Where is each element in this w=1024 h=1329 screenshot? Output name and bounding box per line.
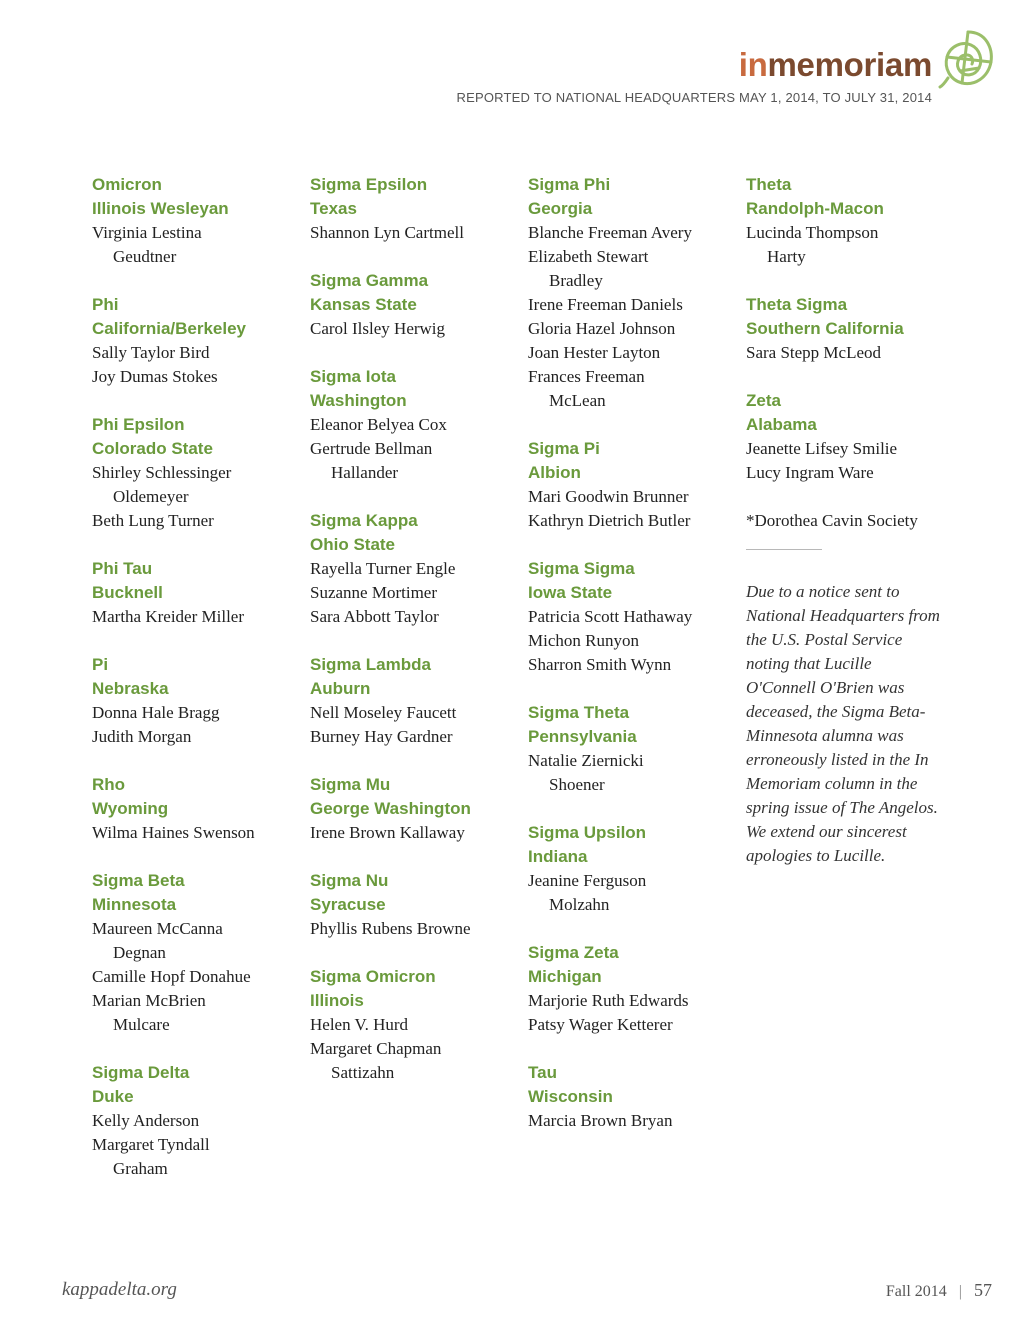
footer-separator: | [958, 1283, 962, 1300]
member-name: Shirley Schlessinger Oldemeyer [92, 463, 232, 506]
member-name: Patricia Scott Hathaway [528, 607, 693, 626]
school-name: Indiana [528, 847, 588, 866]
school-name: Michigan [528, 967, 602, 986]
chapter-group [92, 653, 302, 749]
chapter-group [92, 773, 302, 845]
school-name: Iowa State [528, 583, 613, 602]
school-name: Pennsylvania [528, 727, 637, 746]
chapter-name: Sigma Kappa [310, 511, 418, 530]
chapter-group [528, 557, 738, 677]
school-name: Wisconsin [528, 1087, 613, 1106]
chapter-name: Pi [92, 655, 109, 674]
chapter-name: Sigma Sigma [528, 559, 635, 578]
school-name: Bucknell [92, 583, 163, 602]
footer-issue [886, 1280, 992, 1301]
school-name: Colorado State [92, 439, 213, 458]
member-name: Burney Hay Gardner [310, 727, 453, 746]
school-name: Illinois [310, 991, 364, 1010]
member-name: Suzanne Mortimer [310, 583, 437, 602]
society-footnote: *Dorothea Cavin Society [746, 511, 918, 530]
chapter-group [528, 821, 738, 917]
member-name: Gertrude Bellman Hallander [310, 439, 433, 482]
school-name: Southern California [746, 319, 904, 338]
school-name: Wyoming [92, 799, 169, 818]
chapter-group [746, 173, 956, 269]
member-name: Joan Hester Layton [528, 343, 661, 362]
column-1 [92, 173, 302, 1205]
member-name: Patsy Wager Ketterer [528, 1015, 673, 1034]
chapter-group [310, 173, 520, 245]
chapter-name: Sigma Iota [310, 367, 396, 386]
member-name: Irene Freeman Daniels [528, 295, 683, 314]
member-name: Wilma Haines Swenson [92, 823, 255, 842]
column-2 [310, 173, 520, 1109]
chapter-name: Rho [92, 775, 126, 794]
chapter-group [310, 365, 520, 485]
chapter-group [92, 557, 302, 629]
member-name: Helen V. Hurd [310, 1015, 409, 1034]
chapter-group [92, 173, 302, 269]
school-name: Auburn [310, 679, 371, 698]
page-header [457, 48, 932, 105]
member-name: Judith Morgan [92, 727, 192, 746]
correction-notice: Due to a notice sent to National Headquarters from the U.S. Postal Service noting that Lucille O'Connell O'Brien was deceased, the Sigma Beta-Minnesota alumna was erroneously listed in the In Memoriam column in the spring issue of The Angelos. We extend our sincerest apologies to Lucille. [746, 582, 940, 865]
school-name: Minnesota [92, 895, 177, 914]
column-4 [746, 173, 956, 868]
chapter-group [746, 389, 956, 485]
member-name: Phyllis Rubens Browne [310, 919, 471, 938]
member-name: Shannon Lyn Cartmell [310, 223, 464, 242]
member-name: Sally Taylor Bird [92, 343, 210, 362]
chapter-group [528, 941, 738, 1037]
school-name: Texas [310, 199, 357, 218]
chapter-name: Phi [92, 295, 119, 314]
member-name: Joy Dumas Stokes [92, 367, 218, 386]
school-name: California/Berkeley [92, 319, 247, 338]
member-name: Elizabeth Stewart Bradley [528, 247, 649, 290]
chapter-name: Sigma Epsilon [310, 175, 428, 194]
school-name: Georgia [528, 199, 593, 218]
chapter-name: Sigma Theta [528, 703, 630, 722]
chapter-name: Sigma Gamma [310, 271, 429, 290]
member-name: Gloria Hazel Johnson [528, 319, 676, 338]
member-name: Frances Freeman McLean [528, 367, 645, 410]
chapter-name: Theta Sigma [746, 295, 848, 314]
member-name: Kelly Anderson [92, 1111, 200, 1130]
chapter-name: Phi Epsilon [92, 415, 185, 434]
member-name: Rayella Turner Engle [310, 559, 456, 578]
page-number: 57 [974, 1280, 992, 1300]
school-name: George Washington [310, 799, 471, 818]
column-3 [528, 173, 738, 1157]
chapter-name: Zeta [746, 391, 781, 410]
chapter-group [310, 965, 520, 1085]
school-name: Illinois Wesleyan [92, 199, 229, 218]
chapter-name: Theta [746, 175, 792, 194]
school-name: Albion [528, 463, 581, 482]
member-name: Beth Lung Turner [92, 511, 214, 530]
footer-site: kappadelta.org [62, 1279, 177, 1300]
chapter-name: Sigma Zeta [528, 943, 619, 962]
member-name: Martha Kreider Miller [92, 607, 244, 626]
chapter-name: Tau [528, 1063, 557, 1082]
school-name: Syracuse [310, 895, 386, 914]
chapter-name: Sigma Pi [528, 439, 600, 458]
chapter-group [92, 1061, 302, 1181]
member-name: Natalie Ziernicki Shoener [528, 751, 644, 794]
chapter-group [92, 293, 302, 389]
school-name: Ohio State [310, 535, 396, 554]
chapter-group [528, 1061, 738, 1133]
school-name: Kansas State [310, 295, 417, 314]
member-name: Donna Hale Bragg [92, 703, 220, 722]
member-name: Marjorie Ruth Edwards [528, 991, 689, 1010]
member-name: Sara Abbott Taylor [310, 607, 439, 626]
chapter-name: Sigma Lambda [310, 655, 431, 674]
member-name: Jeanette Lifsey Smilie [746, 439, 898, 458]
member-name: Marian McBrien Mulcare [92, 991, 206, 1034]
member-name: Margaret Chapman Sattizahn [310, 1039, 442, 1082]
chapter-group [746, 293, 956, 365]
member-name: Nell Moseley Faucett [310, 703, 457, 722]
member-name: Kathryn Dietrich Butler [528, 511, 691, 530]
school-name: Washington [310, 391, 407, 410]
member-name: Irene Brown Kallaway [310, 823, 465, 842]
chapter-group [310, 653, 520, 749]
member-name: Mari Goodwin Brunner [528, 487, 689, 506]
chapter-group [528, 437, 738, 533]
school-name: Nebraska [92, 679, 169, 698]
member-name: Blanche Freeman Avery [528, 223, 692, 242]
chapter-group [310, 773, 520, 845]
member-name: Marcia Brown Bryan [528, 1111, 673, 1130]
member-name: Lucinda Thompson Harty [746, 223, 879, 266]
member-name: Virginia Lestina Geudtner [92, 223, 202, 266]
chapter-name: Sigma Delta [92, 1063, 190, 1082]
chapter-name: Sigma Nu [310, 871, 389, 890]
title-main: memoriam [767, 46, 932, 83]
chapter-group [528, 173, 738, 413]
chapter-group [310, 509, 520, 629]
member-name: Sara Stepp McLeod [746, 343, 882, 362]
member-name: Eleanor Belyea Cox [310, 415, 447, 434]
chapter-name: Sigma Mu [310, 775, 391, 794]
school-name: Duke [92, 1087, 134, 1106]
school-name: Alabama [746, 415, 817, 434]
chapter-group [310, 269, 520, 341]
member-name: Jeanine Ferguson Molzahn [528, 871, 647, 914]
page-title [457, 48, 932, 81]
chapter-name: Sigma Upsilon [528, 823, 647, 842]
title-prefix: in [738, 46, 768, 83]
school-name: Randolph-Macon [746, 199, 884, 218]
chapter-group [528, 701, 738, 797]
chapter-name: Sigma Beta [92, 871, 185, 890]
member-name: Michon Runyon [528, 631, 639, 650]
member-name: Sharron Smith Wynn [528, 655, 672, 674]
chapter-name: Sigma Phi [528, 175, 611, 194]
divider [746, 549, 822, 550]
member-name: Maureen McCanna Degnan [92, 919, 223, 962]
chapter-group [310, 869, 520, 941]
chapter-name: Omicron [92, 175, 162, 194]
nautilus-shell-icon [938, 26, 996, 90]
chapter-name: Sigma Omicron [310, 967, 436, 986]
chapter-group [92, 869, 302, 1037]
member-name: Margaret Tyndall Graham [92, 1135, 210, 1178]
member-name: Carol Ilsley Herwig [310, 319, 446, 338]
issue-label: Fall 2014 [885, 1283, 947, 1300]
page-subtitle: REPORTED TO NATIONAL HEADQUARTERS MAY 1, 2014, TO JULY 31, 2014 [456, 90, 932, 105]
member-name: Lucy Ingram Ware [746, 463, 874, 482]
chapter-group [92, 413, 302, 533]
member-name: Camille Hopf Donahue [92, 967, 251, 986]
chapter-name: Phi Tau [92, 559, 153, 578]
